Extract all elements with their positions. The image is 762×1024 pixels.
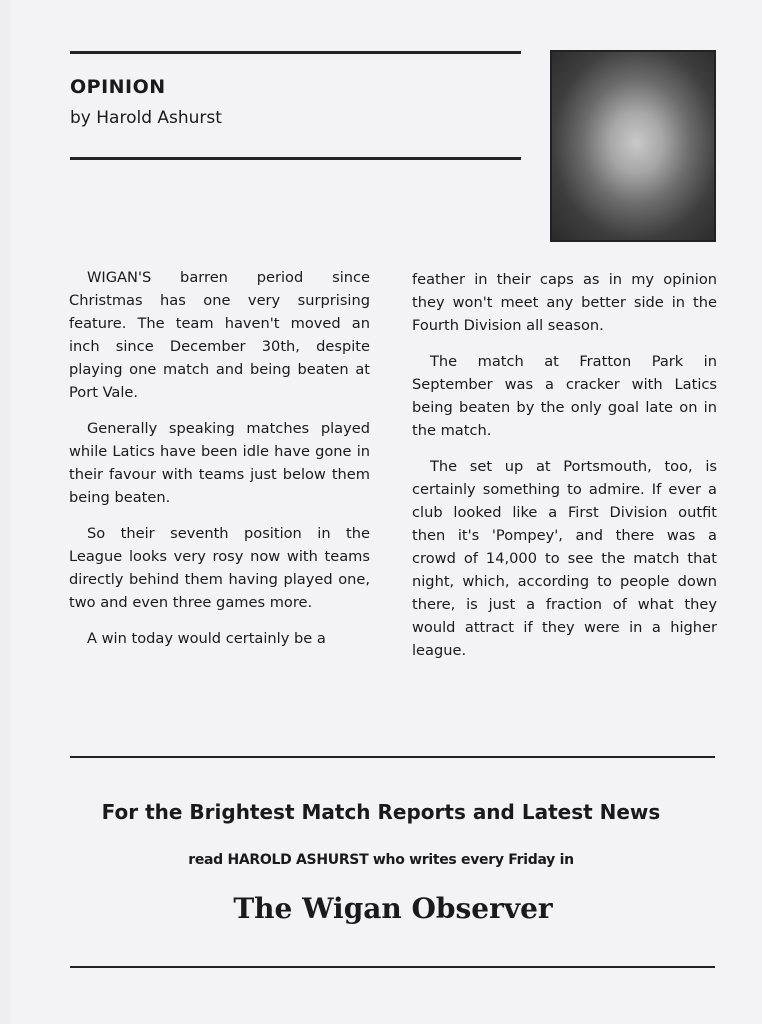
advert-headline: For the Brightest Match Reports and Latest News bbox=[101, 800, 661, 824]
advert-newspaper-name: The Wigan Observer bbox=[233, 892, 553, 925]
author-photo bbox=[550, 50, 716, 242]
paragraph: A win today would certainly be a bbox=[87, 630, 326, 647]
article-title: OPINION bbox=[70, 76, 166, 98]
paragraph: The match at Fratton Park in September was a cracker with Latics being beaten by the only goal late on in the match. bbox=[412, 353, 717, 439]
paragraph: feather in their caps as in my opinion they won't meet any better side in the Fourth Division all season. bbox=[412, 271, 717, 334]
paragraph: WIGAN'S barren period since Christmas has one very surprising feature. The team haven't moved an inch since December 30th, despite playing one match and being beaten at Port Vale. bbox=[69, 269, 370, 401]
paragraph: So their seventh position in the League looks very rosy now with teams directly behind them having played one, two and even three games more. bbox=[69, 525, 370, 611]
paragraph: Generally speaking matches played while Latics have been idle have gone in their favour with teams just below them being beaten. bbox=[69, 420, 370, 506]
paragraph: The set up at Portsmouth, too, is certainly something to admire. If ever a club looked like a First Division outfit then it's 'Pompey', and there was a crowd of 14,000 to see the match that night, which, according to people down there, is just a fraction of what they would attract if they were in a higher league. bbox=[412, 458, 717, 659]
article-column-1 bbox=[69, 266, 370, 663]
header-rule bbox=[70, 157, 521, 160]
top-rule bbox=[70, 51, 521, 54]
advert-top-rule bbox=[70, 756, 715, 758]
article-column-2 bbox=[412, 268, 717, 675]
article-byline: by Harold Ashurst bbox=[70, 108, 222, 128]
advert-subline: read HAROLD ASHURST who writes every Friday in bbox=[188, 852, 574, 868]
advert-bottom-rule bbox=[70, 966, 715, 968]
